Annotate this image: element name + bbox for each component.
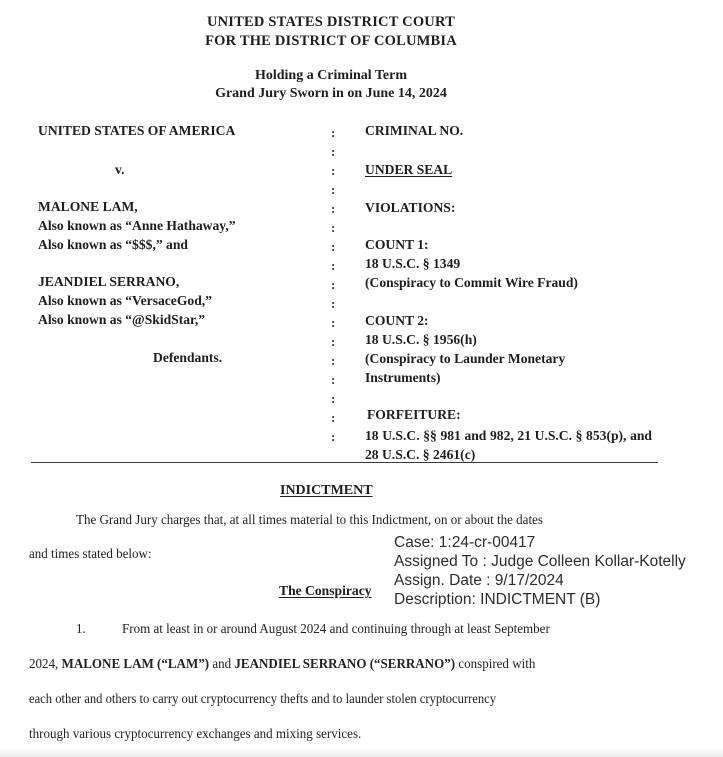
colon: : [331,334,336,349]
stamp-description: Description: INDICTMENT (B) [394,591,601,608]
count1-statute: 18 U.S.C. § 1349 [365,256,461,271]
colon: : [331,125,336,140]
defendant-name-lam: MALONE LAM (“LAM”) [61,657,210,672]
caption-divider-rule [31,462,658,463]
paragraph1-line3: each other and others to carry out cryptocurrency thefts and to launder stolen cryptocurrency [29,692,497,707]
colon: : [331,315,336,330]
intro-line2: and times stated below: [29,547,152,562]
stamp-case-number: Case: 1:24-cr-00417 [394,534,536,551]
page-bottom-shadow [0,747,723,757]
paragraph1-and: and [209,657,235,672]
indictment-title: INDICTMENT [280,483,373,498]
count1-label: COUNT 1: [365,237,429,252]
colon: : [331,277,336,292]
colon: : [331,429,336,444]
defendant-name-serrano: JEANDIEL SERRANO (“SERRANO”) [234,657,456,672]
court-name-line2: FOR THE DISTRICT OF COLUMBIA [205,33,457,49]
violations-label: VIOLATIONS: [365,200,456,215]
colon: : [331,220,336,235]
colon: : [331,410,336,425]
colon: : [331,372,336,387]
section-heading-conspiracy: The Conspiracy [279,583,372,598]
colon: : [331,163,336,178]
colon: : [331,239,336,254]
defendants-label: Defendants. [153,350,223,365]
plaintiff-name: UNITED STATES OF AMERICA [38,123,236,138]
caption-colon-divider [331,123,341,446]
count2-description-line1: (Conspiracy to Launder Monetary [365,351,566,366]
count1-description: (Conspiracy to Commit Wire Fraud) [365,275,578,290]
grand-jury-sworn-line: Grand Jury Sworn in on June 14, 2024 [215,86,447,101]
court-name-line1: UNITED STATES DISTRICT COURT [206,14,456,30]
defendant2-alias1: Also known as “VersaceGod,” [38,293,212,308]
colon: : [331,353,336,368]
colon: : [331,258,336,273]
paragraph1-line2-suffix: conspired with [455,657,536,672]
colon: : [331,144,336,159]
paragraph1-line2 [29,657,535,673]
criminal-term-line: Holding a Criminal Term [254,68,408,83]
defendant1-name: MALONE LAM, [38,199,138,214]
forfeiture-statutes: 18 U.S.C. §§ 981 and 982, 21 U.S.C. § 853(p), and 28 U.S.C. § 2461(c) [365,428,652,462]
defendant1-alias1: Also known as “Anne Hathaway,” [38,218,236,233]
paragraph1-number: 1. [76,622,86,637]
defendant1-alias2: Also known as “$$$,” and [38,237,188,252]
colon: : [331,201,336,216]
paragraph1-line1: From at least in or around August 2024 and continuing through at least September [122,622,550,637]
paragraph1-line4: through various cryptocurrency exchanges and mixing services. [29,727,362,742]
case-assignment-stamp [394,533,686,609]
count2-statute: 18 U.S.C. § 1956(h) [365,332,477,347]
intro-line1: The Grand Jury charges that, at all times material to this Indictment, on or about the dates [76,513,543,528]
criminal-number-label: CRIMINAL NO. [365,123,464,138]
under-seal-label: UNDER SEAL [365,162,453,177]
stamp-assign-date: Assign. Date : 9/17/2024 [394,572,564,589]
defendant2-name: JEANDIEL SERRANO, [38,274,180,289]
count2-label: COUNT 2: [365,313,429,328]
forfeiture-label: FORFEITURE: [367,407,461,422]
colon: : [331,182,336,197]
versus: v. [115,162,125,177]
defendant2-alias2: Also known as “@SkidStar,” [38,312,206,327]
stamp-assigned-judge: Assigned To : Judge Colleen Kollar-Kotelly [394,553,686,570]
colon: : [331,391,336,406]
paragraph1-line2-prefix: 2024, [29,657,62,672]
colon: : [331,296,336,311]
count2-description-line2: Instruments) [365,370,441,385]
